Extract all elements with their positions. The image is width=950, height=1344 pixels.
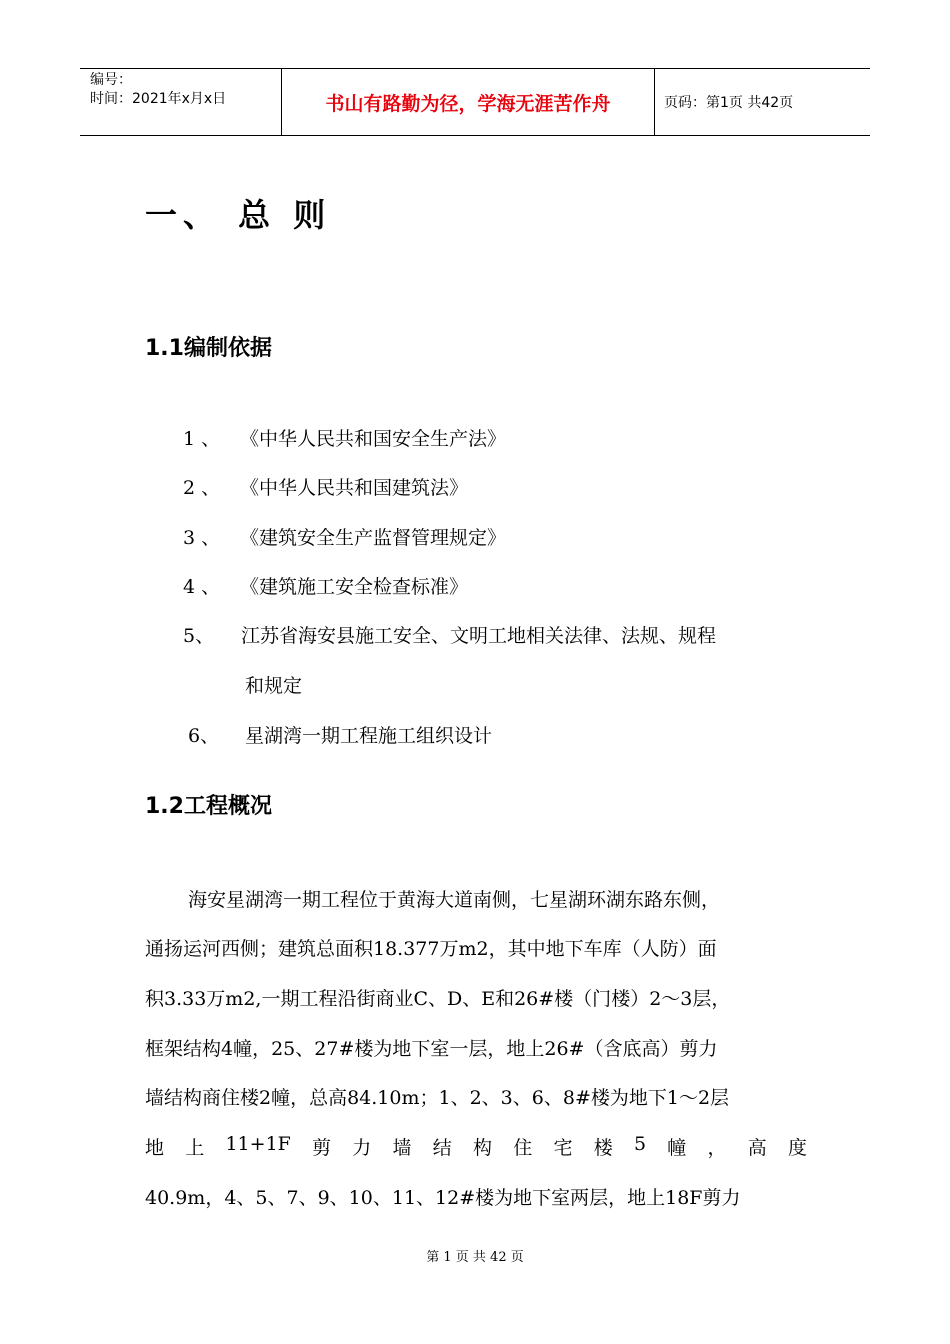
justified-word: 构	[473, 1137, 493, 1159]
header-page-info: 页码：第1页 共42页	[664, 95, 794, 111]
list-item-number: 5、	[183, 625, 215, 647]
list-item-text: 江苏省海安县施工安全、文明工地相关法律、法规、规程	[241, 625, 717, 647]
page-footer: 第 1 页 共 42 页	[426, 1250, 524, 1265]
paragraph-line: 通扬运河西侧；建筑总面积18.377万m2，其中地下车库（人防）面	[145, 938, 717, 960]
list-item-number: 3 、	[183, 527, 221, 549]
list-item-number: 6、	[188, 725, 220, 747]
list-item-text: 《建筑安全生产监督管理规定》	[240, 527, 507, 549]
list-item-text: 《中华人民共和国安全生产法》	[240, 428, 507, 450]
list-item-text: 《中华人民共和国建筑法》	[240, 477, 469, 499]
paragraph-line: 积3.33万m2,一期工程沿街商业C、D、E和26#楼（门楼）2～3层，	[145, 988, 731, 1010]
section-1-1-title: 1.1编制依据	[145, 336, 272, 361]
justified-word: 5	[633, 1133, 647, 1155]
justified-word: 度	[787, 1137, 807, 1159]
justified-word: ，	[707, 1137, 727, 1159]
justified-word: 宅	[553, 1137, 573, 1159]
justified-word: 墙	[392, 1137, 412, 1159]
justified-word: 结	[432, 1137, 452, 1159]
paragraph-line: 墙结构商住楼2幢，总高84.10m；1、2、3、6、8#楼为地下1～2层	[145, 1087, 730, 1109]
chapter-title: 一、 总 则	[145, 196, 332, 234]
justified-word: 剪	[312, 1137, 332, 1159]
paragraph-line: 框架结构4幢，25、27#楼为地下室一层，地上26#（含底高）剪力	[145, 1038, 718, 1060]
header-motto: 书山有路勤为径，学海无涯苦作舟	[325, 92, 611, 115]
list-item-number: 2 、	[183, 477, 221, 499]
list-item-continuation: 和规定	[245, 675, 303, 697]
justified-word: 楼	[593, 1137, 613, 1159]
header-meta	[80, 69, 281, 135]
header-number-label: 编号：	[90, 72, 132, 88]
list-item-number: 1 、	[183, 428, 221, 450]
header-date: 时间：2021年x月x日	[90, 91, 227, 107]
justified-word: 高	[747, 1137, 767, 1159]
justified-word: 地	[145, 1137, 165, 1159]
justified-word: 11+1F	[225, 1133, 291, 1155]
paragraph-line: 40.9m，4、5、7、9、10、11、12#楼为地下室两层，地上18F剪力	[145, 1187, 741, 1209]
list-item-text: 《建筑施工安全检查标准》	[240, 576, 469, 598]
justified-word: 上	[185, 1137, 205, 1159]
paragraph-line-justified	[145, 1133, 807, 1160]
paragraph-line: 海安星湖湾一期工程位于黄海大道南侧，七星湖环湖东路东侧，	[188, 889, 721, 911]
justified-word: 幢	[667, 1137, 687, 1159]
list-item-text: 星湖湾一期工程施工组织设计	[245, 725, 493, 747]
page-header	[80, 68, 870, 136]
list-item-number: 4 、	[183, 576, 221, 598]
justified-word: 住	[513, 1137, 533, 1159]
section-1-2-title: 1.2工程概况	[145, 794, 272, 819]
justified-word: 力	[352, 1137, 372, 1159]
